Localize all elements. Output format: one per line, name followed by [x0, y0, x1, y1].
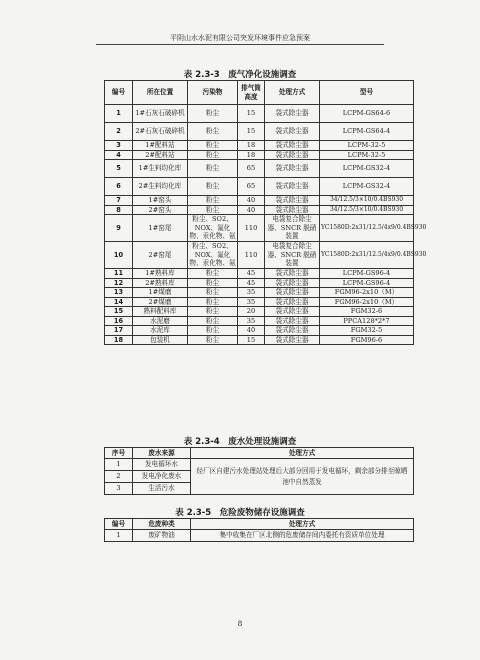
cell-stack-height: 18 [238, 141, 265, 151]
cell-location: 2#煤磨 [133, 297, 188, 307]
cell-model: FGM96-6 [320, 335, 414, 345]
cell-model: FGM96-2x10（M） [320, 297, 414, 307]
cell-location: 2#熟料库 [133, 278, 188, 288]
page-header: 平阴山水水泥有限公司突发环境事件应急预案 [96, 32, 384, 45]
cell-stack-height: 45 [238, 269, 265, 279]
table-row [105, 335, 414, 345]
cell-number: 15 [105, 307, 133, 317]
table-row [105, 316, 414, 326]
col-header-waste-type: 危废种类 [133, 519, 191, 530]
cell-model: LCPM-32-5 [320, 141, 414, 151]
cell-stack-height: 65 [238, 160, 265, 178]
cell-seq: 1 [105, 459, 133, 471]
cell-pollutant: 粉尘、SO2、NOX、氟化物、汞化物、氨 [189, 215, 236, 241]
table-row [105, 196, 414, 206]
cell-number: 8 [105, 205, 133, 215]
cell-method: 袋式除尘器 [265, 269, 320, 279]
cell-model: PPCA128*2*7 [320, 316, 414, 326]
table-row [105, 297, 414, 307]
cell-model: YC1580D:2x31/12.5/4x9/0.4BS930 [320, 242, 414, 269]
cell-method: 袋式除尘器 [265, 205, 320, 215]
cell-location: 1#窑尾 [133, 215, 188, 242]
wastewater-treatment-table [104, 447, 414, 495]
cell-pollutant: 粉尘 [188, 269, 238, 279]
cell-location: 水泥磨 [133, 316, 188, 326]
cell-number: 4 [105, 150, 133, 160]
col-header-source: 废水来源 [133, 448, 191, 459]
cell-method: 袋式除尘器 [265, 307, 320, 317]
cell-method: 经厂区自建污水处理站处理后大部分回用于发电循环，剩余部分排至晾晒池中自然蒸发 [191, 459, 414, 495]
cell-pollutant: 粉尘 [188, 278, 238, 288]
cell-location: 1#配料站 [133, 141, 188, 151]
table-caption-exhaust: 表 2.3-3 废气净化设施调查 [183, 70, 297, 80]
cell-method: 袋式除尘器 [265, 150, 320, 160]
cell-stack-height: 15 [238, 105, 265, 123]
cell-model: LCPM-GS64-6 [320, 105, 414, 123]
cell-method: 袋式除尘器 [265, 141, 320, 151]
cell-number: 5 [105, 160, 133, 178]
cell-number: 17 [105, 326, 133, 336]
cell-number: 7 [105, 196, 133, 206]
cell-stack-height: 35 [238, 297, 265, 307]
table-row [105, 242, 414, 269]
cell-stack-height: 40 [238, 196, 265, 206]
cell-method: 袋式除尘器 [265, 297, 320, 307]
table-row [105, 105, 414, 123]
cell-method: 袋式除尘器 [265, 105, 320, 123]
table-row [105, 278, 414, 288]
cell-method: 袋式除尘器 [265, 316, 320, 326]
cell-model: FGM32-6 [320, 307, 414, 317]
col-header-method: 处理方式 [265, 81, 320, 105]
cell-pollutant: 粉尘 [188, 205, 238, 215]
cell-seq: 2 [105, 471, 133, 483]
cell-source: 发电净化废水 [133, 471, 191, 483]
cell-model: LCPM-GS96-4 [320, 278, 414, 288]
col-header-method: 处理方式 [191, 448, 414, 459]
cell-stack-height: 15 [238, 335, 265, 345]
cell-pollutant: 粉尘 [188, 288, 238, 298]
cell-method: 袋式除尘器 [265, 123, 320, 141]
cell-model: YC1580D:2x31/12.5/4x9/0.4BS930 [320, 215, 414, 242]
table-row [105, 326, 414, 336]
cell-number: 11 [105, 269, 133, 279]
cell-pollutant: 粉尘 [188, 178, 238, 196]
cell-stack-height: 15 [238, 123, 265, 141]
col-header-method: 处理方式 [191, 519, 414, 530]
cell-location: 水泥库 [133, 326, 188, 336]
cell-stack-height: 35 [238, 316, 265, 326]
table-row [105, 205, 414, 215]
cell-pollutant: 粉尘 [188, 326, 238, 336]
cell-method: 袋式除尘器 [265, 196, 320, 206]
cell-stack-height: 45 [238, 278, 265, 288]
cell-model: FGM96-2x10（M） [320, 288, 414, 298]
table-row [105, 150, 414, 160]
cell-method: 袋式除尘器 [265, 178, 320, 196]
cell-stack-height: 18 [238, 150, 265, 160]
cell-stack-height: 40 [238, 205, 265, 215]
cell-stack-height: 20 [238, 307, 265, 317]
cell-model: 34/12.5/3×10/0.4BS930 [320, 205, 414, 215]
cell-location: 2#窑头 [133, 205, 188, 215]
cell-model: LCPM-GS64-4 [320, 123, 414, 141]
cell-location: 2#窑尾 [133, 242, 188, 269]
col-header-stack-height: 排气筒高度 [238, 81, 265, 105]
cell-model: LCPM-32-5 [320, 150, 414, 160]
col-header-number: 编号 [105, 81, 133, 105]
table-row [105, 123, 414, 141]
cell-method: 电袋复合除尘器、SNCR 脱硝装置 [265, 242, 320, 269]
cell-pollutant: 粉尘 [188, 150, 238, 160]
cell-number: 6 [105, 178, 133, 196]
table-row [105, 141, 414, 151]
cell-number: 14 [105, 297, 133, 307]
cell-number: 18 [105, 335, 133, 345]
col-header-location: 所在位置 [133, 81, 188, 105]
cell-method: 袋式除尘器 [265, 160, 320, 178]
cell-pollutant: 粉尘 [188, 335, 238, 345]
table-row [105, 178, 414, 196]
cell-number: 13 [105, 288, 133, 298]
cell-source: 发电循环水 [133, 459, 191, 471]
cell-pollutant: 粉尘 [188, 123, 238, 141]
cell-source: 生活污水 [133, 483, 191, 495]
hazardous-waste-table [104, 518, 414, 542]
cell-stack-height: 110 [238, 242, 265, 269]
cell-pollutant: 粉尘、SO2、NOX、氟化物、汞化物、氨 [189, 242, 236, 268]
table-row [105, 530, 414, 542]
cell-number: 3 [105, 141, 133, 151]
cell-location: 2#配料站 [133, 150, 188, 160]
col-header-seq: 序号 [105, 448, 133, 459]
cell-pollutant: 粉尘 [188, 160, 238, 178]
table-row [105, 307, 414, 317]
cell-number: 10 [105, 242, 133, 269]
cell-model: FGM32-5 [320, 326, 414, 336]
col-header-number: 编号 [105, 519, 133, 530]
table-row [105, 269, 414, 279]
table-caption-hazardous-waste: 表 2.3-5 危险废物储存设施调查 [175, 508, 305, 518]
cell-pollutant: 粉尘 [188, 196, 238, 206]
page-number: 8 [237, 620, 243, 628]
table-row [105, 215, 414, 242]
table-row [105, 459, 414, 471]
cell-location: 1#煤磨 [133, 288, 188, 298]
cell-seq: 3 [105, 483, 133, 495]
cell-method: 集中收集在厂区北侧的危废储存间内委托有资质单位处理 [191, 530, 414, 542]
cell-method: 袋式除尘器 [265, 335, 320, 345]
cell-location: 2#生料均化库 [133, 178, 188, 196]
cell-location: 2#石灰石破碎机 [133, 123, 188, 141]
cell-model: 34/12.5/3×10/0.4BS930 [320, 196, 414, 206]
cell-number: 1 [105, 530, 133, 542]
cell-method: 袋式除尘器 [265, 278, 320, 288]
cell-number: 12 [105, 278, 133, 288]
cell-pollutant: 粉尘 [188, 316, 238, 326]
cell-stack-height: 65 [238, 178, 265, 196]
cell-location: 熟料配料库 [133, 307, 188, 317]
cell-location: 1#熟料库 [133, 269, 188, 279]
cell-stack-height: 40 [238, 326, 265, 336]
cell-pollutant: 粉尘 [188, 307, 238, 317]
cell-number: 2 [105, 123, 133, 141]
cell-location: 1#窑头 [133, 196, 188, 206]
cell-method: 袋式除尘器 [265, 288, 320, 298]
cell-method: 袋式除尘器 [265, 326, 320, 336]
table-caption-wastewater: 表 2.3-4 废水处理设施调查 [183, 437, 297, 447]
cell-location: 1#石灰石破碎机 [133, 105, 188, 123]
cell-model: LCPM-GS32-4 [320, 160, 414, 178]
cell-model: LCPM-GS96-4 [320, 269, 414, 279]
cell-number: 16 [105, 316, 133, 326]
exhaust-treatment-table [104, 80, 427, 345]
cell-number: 1 [105, 105, 133, 123]
col-header-pollutant: 污染物 [188, 81, 238, 105]
cell-pollutant: 粉尘 [188, 141, 238, 151]
cell-model: LCPM-GS32-4 [320, 178, 414, 196]
cell-stack-height: 35 [238, 288, 265, 298]
cell-pollutant: 粉尘 [188, 297, 238, 307]
cell-location: 1#生料均化库 [133, 160, 188, 178]
cell-method: 电袋复合除尘器、SNCR 脱硝装置 [265, 215, 320, 242]
col-header-model: 型号 [320, 81, 414, 105]
cell-number: 9 [105, 215, 133, 242]
cell-stack-height: 110 [238, 215, 265, 242]
table-row [105, 288, 414, 298]
table-row [105, 160, 414, 178]
cell-waste-type: 废矿物油 [133, 530, 191, 542]
cell-location: 包装机 [133, 335, 188, 345]
cell-pollutant: 粉尘 [188, 105, 238, 123]
